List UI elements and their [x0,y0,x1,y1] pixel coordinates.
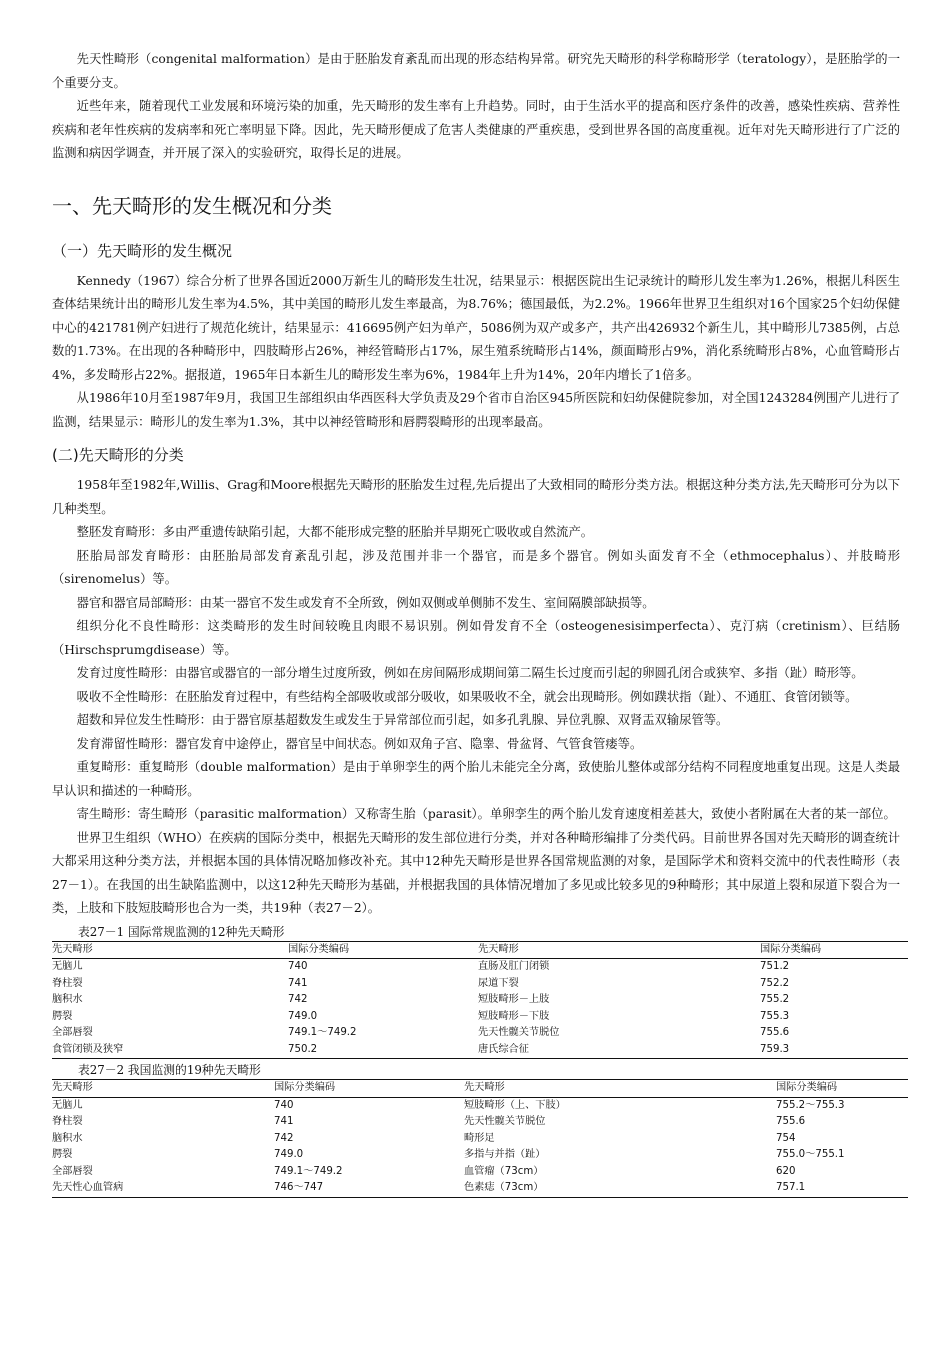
table-cell: 740 [274,1099,294,1111]
classification-paragraph: 1958年至1982年,Willis、Grag和Moore根据先天畸形的胚胎发生过程,先后提出了大致相同的畸形分类方法。根据这种分类方法,先天畸形可分为以下几种类型。 [52,478,900,516]
overview-paragraph-2: 从1986年10月至1987年9月，我国卫生部组织由华西医科大学负责及29个省市自治区945所医院和妇幼保健院参加，对全国1243284例围产儿进行了监测，结果显示：畸形儿的发生率为1.3%，其中以神经管畸形和唇腭裂畸形的出现率最高。 [52,391,900,429]
subsection-heading-overview: （一）先天畸形的发生概况 [52,241,233,260]
table-row [52,1025,908,1042]
intro-paragraph-2: 近些年来，随着现代工业发展和环境污染的加重，先天畸形的发生率有上升趋势。同时，由于生活水平的提高和医疗条件的改善，感染性疾病、营养性疾病和老年性疾病的发病率和死亡率明显下降。因此，先天畸形便成了危害人类健康的严重疾患，受到世界各国的高度重视。近年对先天畸形进行了广泛的监测和病因学调查，并开展了深入的实验研究，取得长足的进展。 [52,99,900,160]
classification-paragraph: 世界卫生组织（WHO）在疾病的国际分类中，根据先天畸形的发生部位进行分类，并对各种畸形编排了分类代码。目前世界各国对先天畸形的调查统计大都采用这种分类方法，并根据本国的具体情况略加修改补充。其中12种先天畸形是世界各国常规监测的对象，是国际学术和资料交流中的代表性畸形（表27－1）。在我国的出生缺陷监测中，以这12种先天畸形为基础，并根据我国的具体情况增加了多见或比较多见的9种畸形；其中尿道上裂和尿道下裂合为一类，上肢和下肢短肢畸形也合为一类，共19种（表27－2）。 [52,830,900,915]
table-cell: 先天性髋关节脱位 [478,1027,560,1038]
table-caption-27-2: 表27－2 我国监测的19种先天畸形 [78,1063,261,1077]
table-row [52,1009,908,1026]
table-row [52,1114,908,1131]
table-cell: 脊柱裂 [52,977,83,989]
table-cell: 腭裂 [52,1010,73,1022]
table-row [52,1164,908,1181]
table-cell: 短肢畸形－上肢 [478,994,550,1005]
table-cell: 741 [288,977,308,989]
overview-paragraph-1: Kennedy（1967）综合分析了世界各国近2000万新生儿的畸形发生壮况，结果显示：根据医院出生记录统计的畸形儿发生率为1.26%，根据儿科医生查体结果统计出的畸形儿发生率为4.5%，其中美国的畸形儿发生率最高，为8.76%；德国最低，为2.2%。1966年世界卫生组织对16个国家25个妇幼保健中心的421781例产妇进行了规范化统计，结果显示：416695例产妇为单产，5086例为双产或多产，共产出426932个新生儿，其中畸形儿7385例，占总数的1.73%。在出现的各种畸形中，四肢畸形占26%，神经管畸形占17%，尿生殖系统畸形占14%，颜面畸形占9%，消化系统畸形占8%，心血管畸形占4%，多发畸形占22%。据报道，1965年日本新生儿的畸形发生率为6%，1984年上升为14%，20年内增长了1倍多。 [52,273,900,382]
classification-paragraph: 超数和异位发生性畸形：由于器官原基超数发生或发生于异常部位而引起，如多孔乳腺、异位乳腺、双肾盂双输尿管等。 [76,713,729,727]
table-cell: 尿道下裂 [478,977,519,989]
table-cell: 先天性心血管病 [52,1180,274,1197]
table-header-row [52,1080,908,1098]
table-cell: 750.2 [288,1042,478,1059]
table-row [52,1131,908,1148]
table-cell: 无脑儿 [52,1099,83,1111]
intro-paragraph-1: 先天性畸形（congenital malformation）是由于胚胎发育紊乱而出现的形态结构异常。研究先天畸形的科学称畸形学（teratology），是胚胎学的一个重要分支。 [52,52,900,90]
table-header-cell: 先天畸形 [478,941,760,959]
table-row [52,1097,908,1114]
classification-paragraph: 发育过度性畸形：由器官或器官的一部分增生过度所致，例如在房间隔形成期间第二隔生长过度而引起的卵圆孔闭合或狭窄、多指（趾）畸形等。 [76,666,864,680]
classification-paragraph: 器官和器官局部畸形：由某一器官不发生或发育不全所致，例如双侧或单侧肺不发生、室间隔膜部缺损等。 [76,595,655,610]
table-cell: 755.6 [760,1027,790,1038]
table-cell: 746～747 [274,1180,464,1197]
table-cell: 脑积水 [52,1132,83,1144]
classification-paragraph: 吸收不全性畸形：在胚胎发育过程中，有些结构全部吸收或部分吸收，如果吸收不全，就会出现畸形。例如蹼状指（趾）、不通肛、食管闭锁等。 [76,689,858,704]
table-header-cell: 国际分类编码 [274,1080,464,1098]
table-header-cell: 国际分类编码 [776,1080,908,1098]
table-cell: 短肢畸形－下肢 [478,1010,550,1022]
table-cell: 755.0～755.1 [776,1149,845,1160]
table-cell: 759.3 [760,1042,908,1059]
classification-paragraph: 组织分化不良性畸形：这类畸形的发生时间较晚且肉眼不易识别。例如骨发育不全（osteogenesisimperfecta）、克汀病（cretinism）、巨结肠（Hirschsprumgdisease）等。 [52,619,900,657]
classification-paragraph: 发育滞留性畸形：器官发育中途停止，器官呈中间状态。例如双角子宫、隐睾、骨盆肾、气管食管瘘等。 [76,736,643,751]
table-cell: 757.1 [776,1180,908,1197]
table-row [52,976,908,993]
table-cell: 755.2 [760,994,790,1005]
table-header-cell: 先天畸形 [52,1080,274,1098]
table-header-cell: 先天畸形 [464,1080,776,1098]
table-cell: 脑积水 [52,994,83,1005]
table-caption-27-1: 表27－1 国际常规监测的12种先天畸形 [78,924,285,939]
table-cell: 741 [274,1116,294,1127]
subsection-heading-classification: (二)先天畸形的分类 [52,446,184,464]
table-cell: 742 [274,1132,294,1144]
table-cell: 749.0 [274,1149,304,1160]
table-cell: 全部唇裂 [52,1027,93,1038]
table-cell: 740 [288,961,308,972]
table-cell: 多指与并指（趾） [464,1149,546,1160]
table-cell: 742 [288,994,308,1005]
table-cell: 畸形足 [464,1132,495,1144]
table-cell: 脊柱裂 [52,1116,83,1127]
table-row [52,1147,908,1164]
table-cell: 食管闭锁及狭窄 [52,1042,288,1059]
table-27-1 [52,941,908,1060]
classification-paragraph: 胚胎局部发育畸形：由胚胎局部发育紊乱引起，涉及范围并非一个器官，而是多个器官。例如头面发育不全（ethmocephalus）、并肢畸形（sirenomelus）等。 [52,548,900,586]
table-cell: 755.3 [760,1010,790,1022]
table-header-cell: 国际分类编码 [760,941,908,959]
table-cell: 749.1～749.2 [274,1165,343,1177]
table-cell: 唐氏综合征 [478,1042,760,1059]
classification-paragraph: 整胚发育畸形：多由严重遗传缺陷引起，大都不能形成完整的胚胎并早期死亡吸收或自然流产。 [76,525,594,539]
table-cell: 腭裂 [52,1149,73,1160]
table-cell: 749.1～749.2 [288,1027,357,1038]
table-cell: 752.2 [760,977,790,989]
table-row [52,1180,908,1197]
table-27-2 [52,1079,908,1198]
classification-paragraph: 寄生畸形：寄生畸形（parasitic malformation）又称寄生胎（parasit）。单卵孪生的两个胎儿发育速度相差甚大，致使小者附属在大者的某一部位。 [76,807,896,821]
table-cell: 全部唇裂 [52,1165,93,1177]
table-row [52,992,908,1009]
table-cell: 短肢畸形（上、下肢） [464,1099,566,1111]
table-cell: 色素痣（73cm） [464,1180,776,1197]
table-cell: 无脑儿 [52,961,83,972]
classification-paragraph: 重复畸形：重复畸形（double malformation）是由于单卵孪生的两个胎儿未能完全分离，致使胎儿整体或部分结构不同程度地重复出现。这是人类最早认识和描述的一种畸形。 [52,760,900,798]
table-cell: 755.6 [776,1116,806,1127]
table-cell: 620 [776,1165,796,1177]
section-heading: 一、先天畸形的发生概况和分类 [52,193,332,218]
table-cell: 754 [776,1132,796,1144]
table-row [52,959,908,976]
table-header-cell: 国际分类编码 [288,941,478,959]
document-page [52,48,900,1198]
table-cell: 先天性髋关节脱位 [464,1116,546,1127]
table-cell: 755.2～755.3 [776,1099,845,1111]
table-header-row [52,941,908,959]
table-cell: 751.2 [760,961,790,972]
table-cell: 直肠及肛门闭锁 [478,961,550,972]
table-cell: 749.0 [288,1010,318,1022]
table-header-cell: 先天畸形 [52,941,288,959]
table-cell: 血管瘤（73cm） [464,1165,544,1177]
table-row [52,1042,908,1059]
